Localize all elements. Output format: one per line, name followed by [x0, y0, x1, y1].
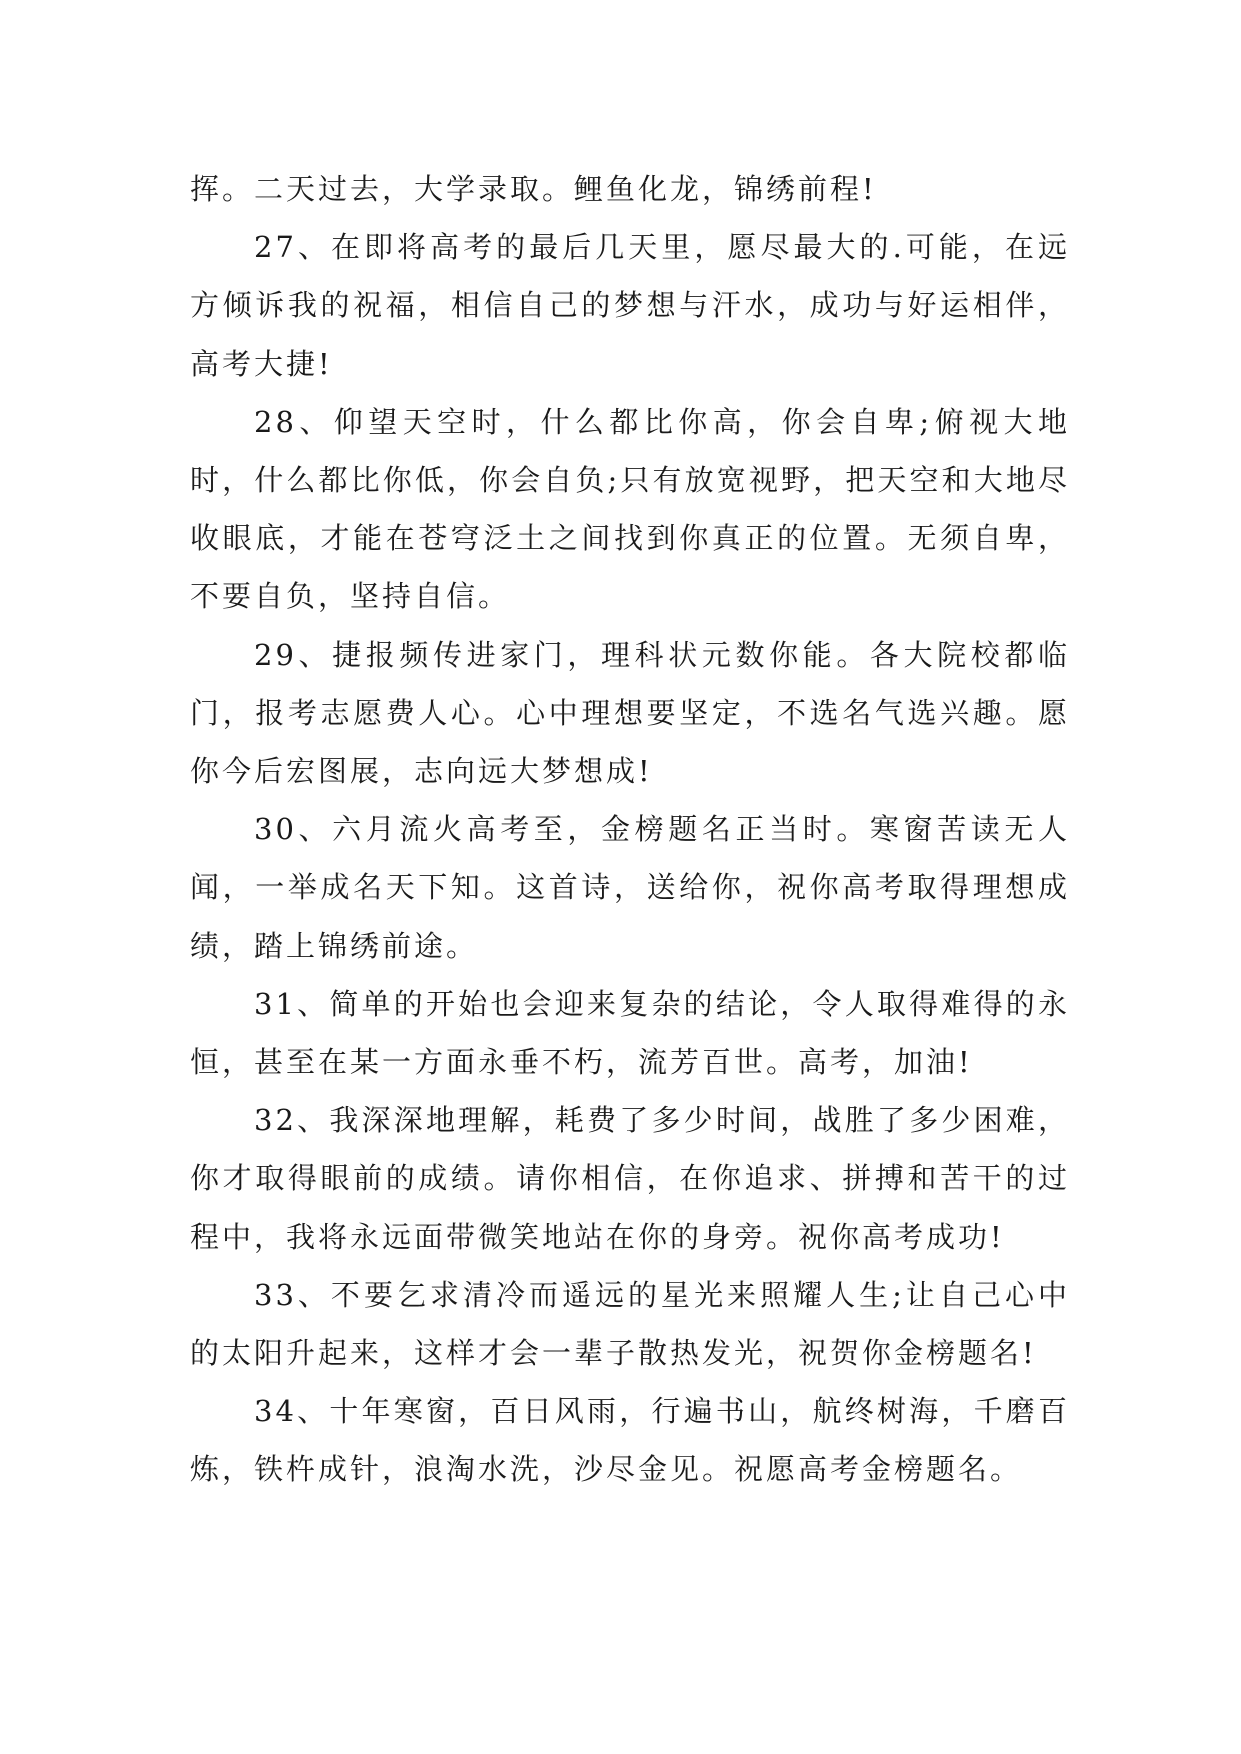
paragraph-30: 30、六月流火高考至，金榜题名正当时。寒窗苦读无人闻，一举成名天下知。这首诗，送给你，祝你高考取得理想成绩，踏上锦绣前途。 [190, 812, 1070, 963]
paragraph-33: 33、不要乞求清冷而遥远的星光来照耀人生;让自己心中的太阳升起来，这样才会一辈子散热发光，祝贺你金榜题名! [190, 1277, 1070, 1371]
paragraph-27: 27、在即将高考的最后几天里，愿尽最大的.可能，在远方倾诉我的祝福，相信自己的梦想与汗水，成功与好运相伴，高考大捷! [190, 230, 1070, 381]
document-body [190, 160, 1070, 1499]
paragraph-32: 32、我深深地理解，耗费了多少时间，战胜了多少困难，你才取得眼前的成绩。请你相信，在你追求、拼搏和苦干的过程中，我将永远面带微笑地站在你的身旁。祝你高考成功! [190, 1103, 1070, 1254]
paragraph-29: 29、捷报频传进家门，理科状元数你能。各大院校都临门，报考志愿费人心。心中理想要坚定，不选名气选兴趣。愿你今后宏图展，志向远大梦想成! [190, 637, 1070, 789]
paragraph-31: 31、简单的开始也会迎来复杂的结论，令人取得难得的永恒，甚至在某一方面永垂不朽，流芳百世。高考，加油! [190, 986, 1070, 1080]
paragraph-continuation: 挥。二天过去，大学录取。鲤鱼化龙，锦绣前程! [190, 172, 877, 206]
paragraph-28: 28、仰望天空时，什么都比你高，你会自卑;俯视大地时，什么都比你低，你会自负;只有放宽视野，把天空和大地尽收眼底，才能在苍穹泛土之间找到你真正的位置。无须自卑，不要自负，坚持自信。 [190, 404, 1070, 614]
paragraph-34: 34、十年寒窗，百日风雨，行遍书山，航终树海，千磨百炼，铁杵成针，浪淘水洗，沙尽金见。祝愿高考金榜题名。 [190, 1394, 1070, 1487]
